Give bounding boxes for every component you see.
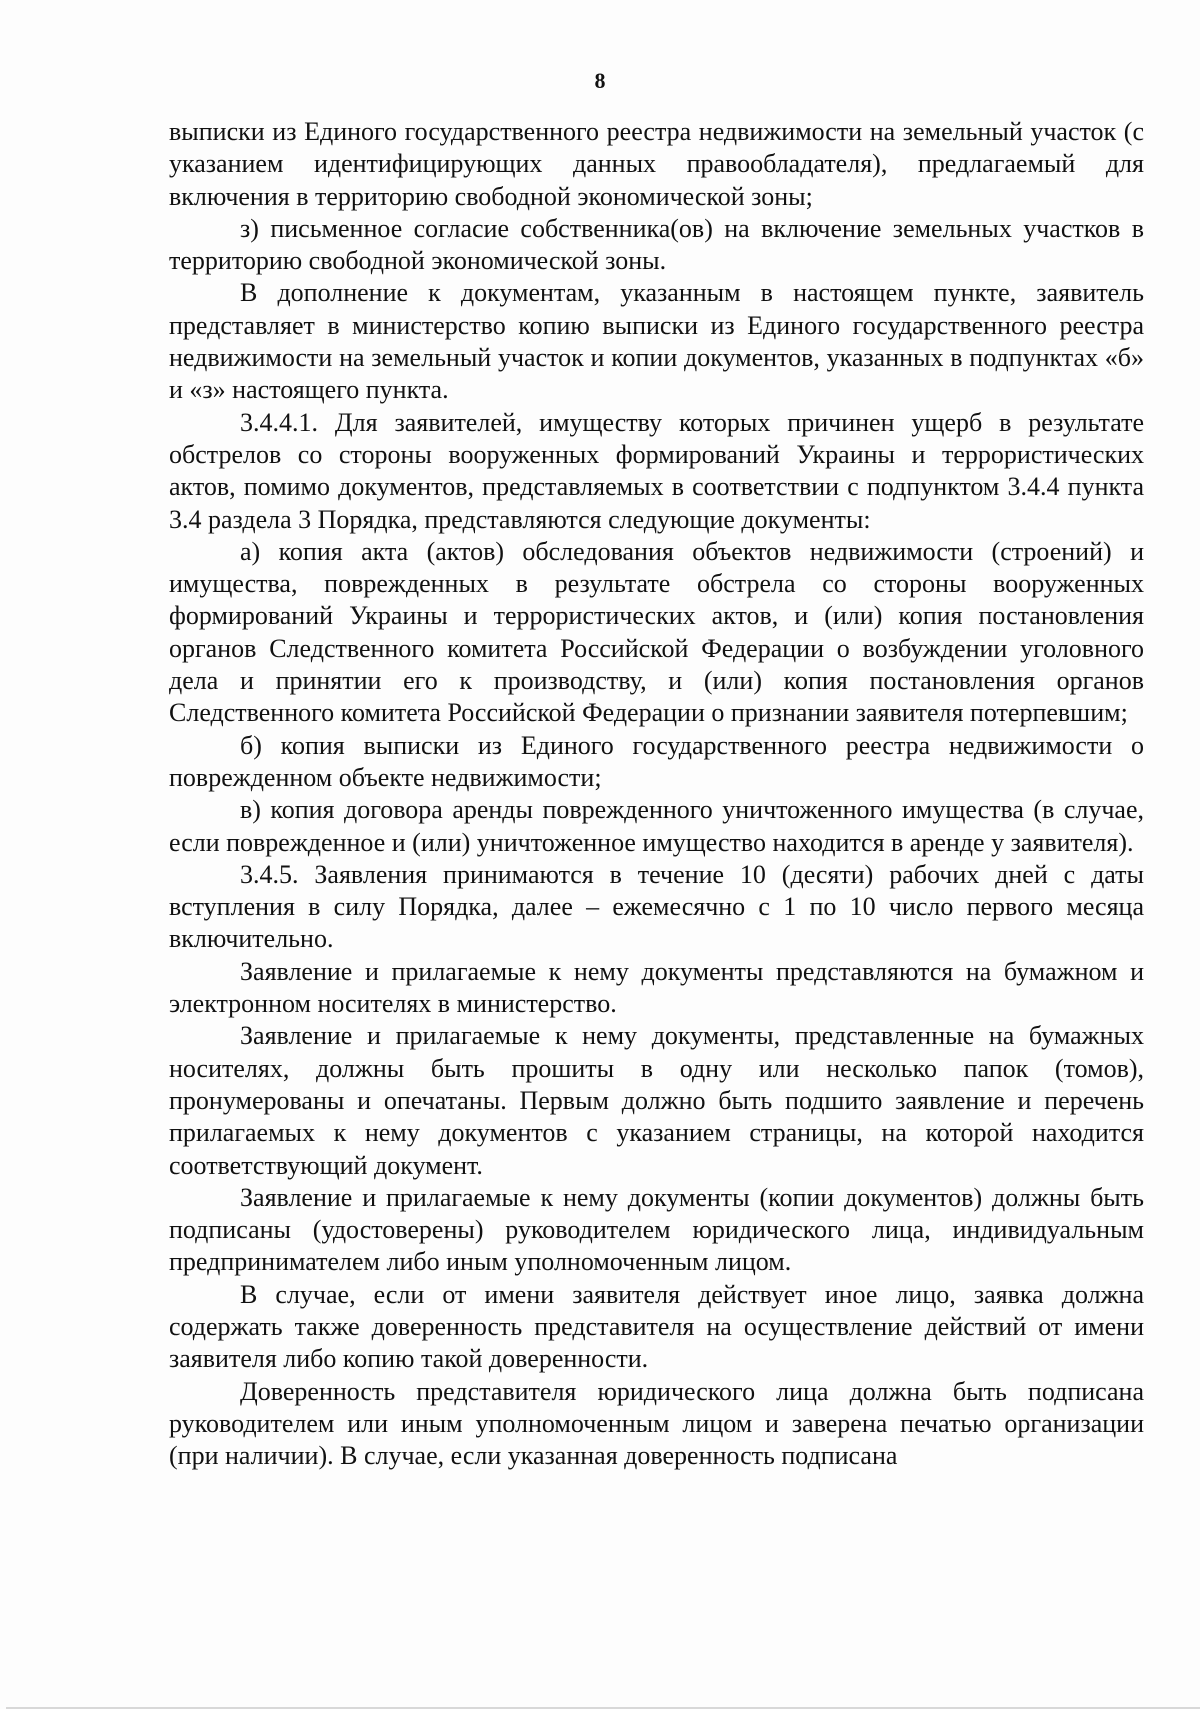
paragraph-item-b: б) копия выписки из Единого государственного реестра недвижимости о поврежденном объекте недвижимости; xyxy=(169,730,1144,792)
page-number: 8 xyxy=(594,68,606,93)
paragraph-signatures: Заявление и прилагаемые к нему документы (копии документов) должны быть подписаны (удостоверены) руководителем юридического лица, индивидуальным предпринимателем либо иным уполномоченным лицом. xyxy=(169,1182,1144,1277)
paragraph-item-v: в) копия договора аренды поврежденного уничтоженного имущества (в случае, если поврежденное и (или) уничтоженное имущество находится в аренде у заявителя). xyxy=(169,795,1144,857)
paragraph-item-z: з) письменное согласие собственника(ов) на включение земельных участков в территорию свободной экономической зоны. xyxy=(169,213,1144,276)
paragraph-submission-media: Заявление и прилагаемые к нему документы представляются на бумажном и электронном носителях в министерство. xyxy=(169,956,1144,1019)
document-body xyxy=(169,116,1144,1472)
paragraph-additional-documents: В дополнение к документам, указанным в настоящем пункте, заявитель представляет в министерство копию выписки из Единого государственного реестра недвижимости на земельный участок и копии документов, указанных в подпунктах «б» и «з» настоящего пункта. xyxy=(169,278,1144,405)
paragraph-3-4-4-1: 3.4.4.1. Для заявителей, имуществу которых причинен ущерб в результате обстрелов со стороны вооруженных формирований Украины и террористических актов, помимо документов, представляемых в соответствии с подпунктом 3.4.4 пункта 3.4 раздела 3 Порядка, представляются следующие документы: xyxy=(169,407,1144,534)
paragraph-binding-requirements: Заявление и прилагаемые к нему документы, представленные на бумажных носителях, должны быть прошиты в одну или несколько папок (томов), пронумерованы и опечатаны. Первым должно быть подшито заявление и перечень прилагаемых к нему документов с указанием страницы, на которой находится соответствующий документ. xyxy=(169,1021,1144,1180)
paragraph-continuation: выписки из Единого государственного реестра недвижимости на земельный участок (с указанием идентифицирующих данных правообладателя), предлагаемый для включения в территорию свободной экономической зоны; xyxy=(169,117,1144,211)
paragraph-item-a: а) копия акта (актов) обследования объектов недвижимости (строений) и имущества, поврежденных в результате обстрела со стороны вооруженных формирований Украины и террористических актов, и (или) копия постановления органов Следственного комитета Российской Федерации о возбуждении уголовного дела и принятии его к производству, и (или) копия постановления органов Следственного комитета Российской Федерации о признании заявителя потерпевшим; xyxy=(169,536,1144,728)
paragraph-power-of-attorney: Доверенность представителя юридического лица должна быть подписана руководителем или иным уполномоченным лицом и заверена печатью организации (при наличии). В случае, если указанная доверенность подписана xyxy=(169,1376,1144,1471)
paragraph-representative: В случае, если от имени заявителя действует иное лицо, заявка должна содержать также доверенность представителя на осуществление действий от имени заявителя либо копию такой доверенности. xyxy=(169,1279,1144,1374)
paragraph-3-4-5: 3.4.5. Заявления принимаются в течение 10 (десяти) рабочих дней с даты вступления в силу Порядка, далее – ежемесячно с 1 по 10 число первого месяца включительно. xyxy=(169,859,1144,954)
